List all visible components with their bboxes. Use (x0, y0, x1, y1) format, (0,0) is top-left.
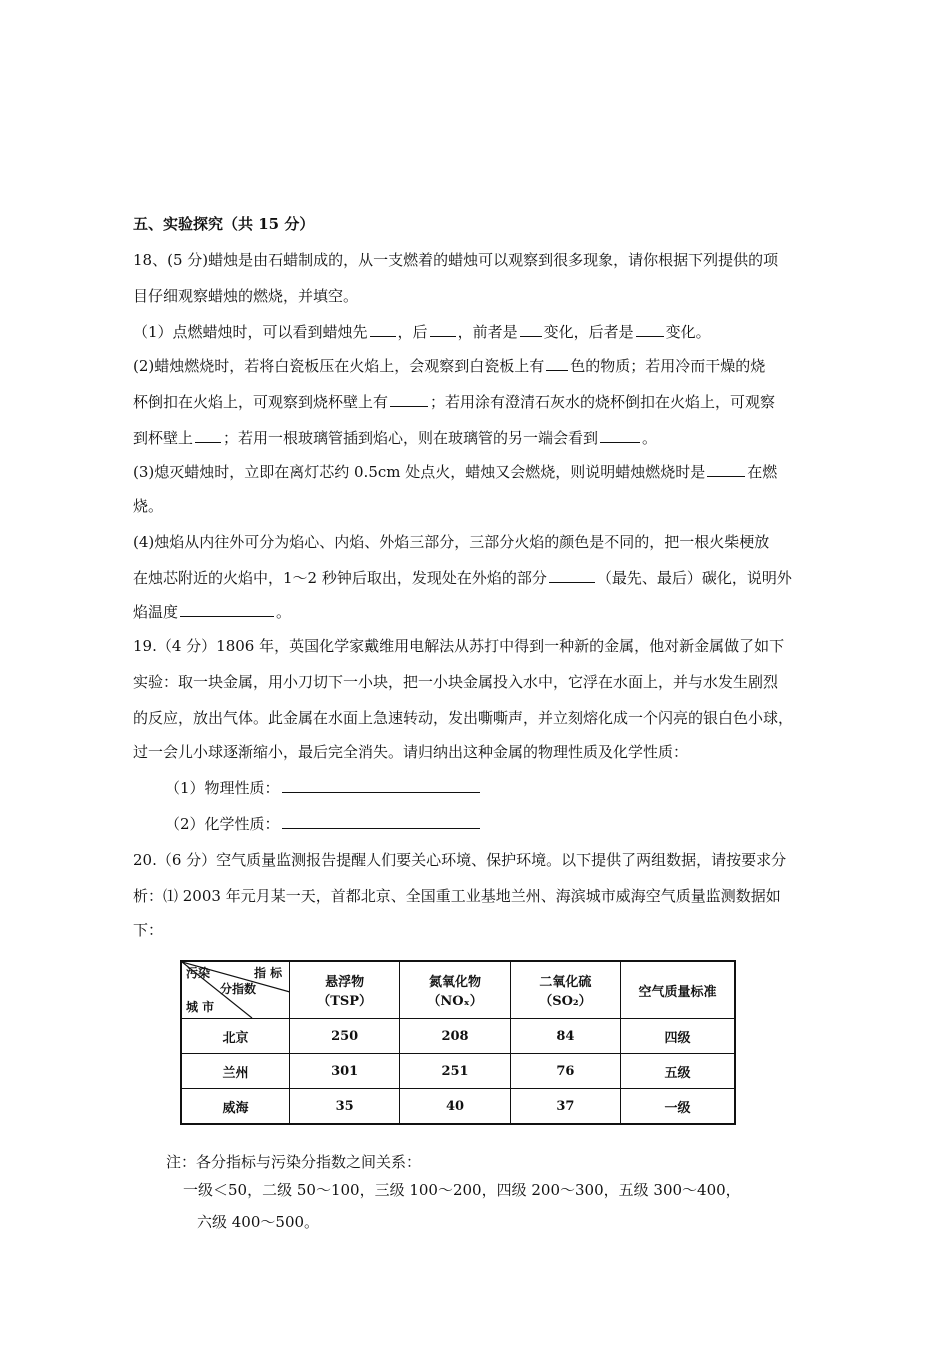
tsp-cell: 250 (289, 1019, 399, 1054)
q19-line3: 的反应，放出气体。此金属在水面上急速转动，发出嘶嘶声，并立刻熔化成一个闪亮的银白色小球， (133, 709, 794, 727)
table-row (181, 1054, 735, 1089)
table-row (181, 1089, 735, 1125)
q18-p2-text: ；若用涂有澄清石灰水的烧杯倒扣在火焰上，可观察 (430, 393, 776, 411)
blank[interactable] (180, 602, 274, 617)
table-header-row (181, 961, 735, 1019)
q18-p1-text-a: （1）点燃蜡烛时，可以看到蜡烛先 (133, 323, 368, 341)
q18-p4-text: 焰温度 (133, 603, 179, 621)
section-title: 五、实验探究（共 15 分） (133, 215, 315, 233)
header-sub: （SO₂） (539, 994, 592, 1009)
q18-p2-text: 。 (642, 429, 658, 447)
q18-p4-text: 在烛芯附近的火焰中，1～2 秒钟后取出，发现处在外焰的部分 (133, 569, 547, 587)
blank[interactable] (370, 322, 396, 337)
note-line2: 六级 400～500。 (197, 1213, 320, 1231)
blank[interactable] (430, 322, 456, 337)
q19-physical (165, 778, 482, 798)
q20-line2: 析：⑴ 2003 年元月某一天，首都北京、全国重工业基地兰州、海滨城市威海空气质量监测数据如 (133, 887, 781, 905)
table-header-cell (289, 961, 399, 1019)
q18-p1-text-b: ，后 (397, 323, 428, 341)
nox-cell: 40 (400, 1089, 510, 1125)
note-title: 注：各分指标与污染分指数之间关系： (166, 1153, 422, 1171)
answer-blank[interactable] (282, 814, 480, 829)
q19-line1: 19.（4 分）1806 年，英国化学家戴维用电解法从苏打中得到一种新的金属，他对新金属做了如下 (133, 637, 785, 655)
header-name: 二氧化硫 (539, 975, 592, 990)
q18-p1-text-c: ，前者是 (457, 323, 518, 341)
q20-line3: 下： (133, 921, 164, 939)
q18-p4-text: （最先、最后）碳化，说明外 (596, 569, 792, 587)
blank[interactable] (390, 392, 428, 407)
q18-p3-text: (3)熄灭蜡烛时，立即在离灯芯约 0.5cm 处点火，蜡烛又会燃烧，则说明蜡烛燃烧时是 (133, 463, 706, 481)
city-cell: 威海 (181, 1089, 289, 1125)
q18-p2-text: ；若用一根玻璃管插到焰心，则在玻璃管的另一端会看到 (223, 429, 599, 447)
tsp-cell: 301 (289, 1054, 399, 1089)
blank[interactable] (520, 322, 542, 337)
q18-p4-text: 。 (276, 603, 292, 621)
so2-cell: 37 (510, 1089, 620, 1125)
q18-part1 (133, 322, 711, 342)
grade-cell: 五级 (621, 1054, 735, 1089)
q19-line2: 实验：取一块金属，用小刀切下一小块，把一小块金属投入水中，它浮在水面上，并与水发生剧烈 (133, 673, 779, 691)
q18-p2-text: 色的物质；若用冷而干燥的烧 (570, 357, 766, 375)
q18-part2-line2 (133, 392, 775, 412)
grade-cell: 四级 (621, 1019, 735, 1054)
blank[interactable] (600, 428, 640, 443)
blank[interactable] (636, 322, 664, 337)
q18-part2-line3 (133, 428, 657, 448)
q18-part4-line3 (133, 602, 291, 622)
blank[interactable] (549, 568, 595, 583)
table-header-cell (621, 961, 735, 1019)
blank[interactable] (546, 356, 568, 371)
so2-cell: 76 (510, 1054, 620, 1089)
q19-line4: 过一会儿小球逐渐缩小，最后完全消失。请归纳出这种金属的物理性质及化学性质： (133, 743, 689, 761)
q20-line1: 20.（6 分）空气质量监测报告提醒人们要关心环境、保护环境。以下提供了两组数据，请按要求分 (133, 851, 787, 869)
header-name: 空气质量标准 (638, 984, 717, 1000)
q18-part2-line1 (133, 356, 765, 376)
header-name: 悬浮物 (325, 975, 365, 990)
city-cell: 北京 (181, 1019, 289, 1054)
q18-p2-text: 到杯壁上 (133, 429, 194, 447)
header-sub: （NOₓ） (427, 994, 483, 1009)
so2-cell: 84 (510, 1019, 620, 1054)
q18-part3-line2: 烧。 (133, 497, 164, 515)
q18-p2-text: 杯倒扣在火焰上，可观察到烧杯壁上有 (133, 393, 389, 411)
tsp-cell: 35 (289, 1089, 399, 1125)
q18-intro-line2: 目仔细观察蜡烛的燃烧，并填空。 (133, 287, 359, 305)
q18-part3-line1 (133, 462, 777, 482)
blank[interactable] (707, 462, 745, 477)
answer-blank[interactable] (282, 778, 480, 793)
table-header-cell (400, 961, 510, 1019)
nox-cell: 208 (400, 1019, 510, 1054)
q18-p1-text-d: 变化，后者是 (543, 323, 634, 341)
corner-label-index: 指 标 (254, 966, 283, 980)
corner-label-city: 城 市 (186, 1000, 215, 1014)
header-name: 氮氧化物 (429, 975, 482, 990)
air-quality-table (180, 960, 736, 1125)
table-header-cell (510, 961, 620, 1019)
q18-p2-text: (2)蜡烛燃烧时，若将白瓷板压在火焰上，会观察到白瓷板上有 (133, 357, 545, 375)
q18-part4-line2 (133, 568, 792, 588)
q19-physical-label: （1）物理性质： (165, 779, 280, 797)
q18-p3-text: 在燃 (747, 463, 778, 481)
nox-cell: 251 (400, 1054, 510, 1089)
corner-label-subindex: 分指数 (220, 982, 257, 996)
table-corner-cell (181, 961, 289, 1019)
corner-label-pollution: 污染 (186, 966, 211, 980)
blank[interactable] (195, 428, 221, 443)
q18-intro-line1: 18、(5 分)蜡烛是由石蜡制成的，从一支燃着的蜡烛可以观察到很多现象，请你根据下列提供的项 (133, 251, 779, 269)
grade-cell: 一级 (621, 1089, 735, 1125)
table-row (181, 1019, 735, 1054)
q18-p1-text-e: 变化。 (665, 323, 711, 341)
header-sub: （TSP） (317, 994, 373, 1009)
q18-part4-line1: (4)烛焰从内往外可分为焰心、内焰、外焰三部分，三部分火焰的颜色是不同的，把一根火柴梗放 (133, 533, 770, 551)
q19-chemical-label: （2）化学性质： (165, 815, 280, 833)
q19-chemical (165, 814, 482, 834)
city-cell: 兰州 (181, 1054, 289, 1089)
note-line1: 一级＜50，二级 50～100，三级 100～200，四级 200～300，五级 300～400， (183, 1181, 741, 1199)
